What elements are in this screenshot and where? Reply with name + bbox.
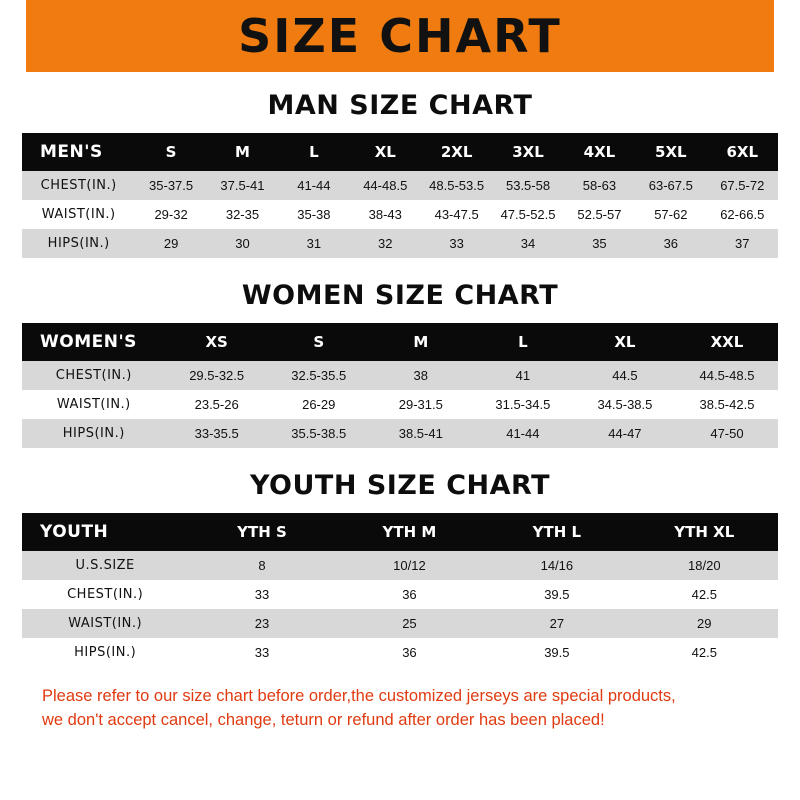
col-header-5xl: 5XL [635, 133, 706, 171]
col-header-2xl: 2XL [421, 133, 492, 171]
table-header-row [22, 323, 778, 361]
youth-size-table [22, 513, 778, 667]
cell: 62-66.5 [707, 200, 778, 229]
section-title-men: MAN SIZE CHART [267, 90, 533, 121]
cell: 41-44 [278, 171, 349, 200]
cell: 42.5 [631, 638, 778, 667]
cell: 37.5-41 [207, 171, 278, 200]
cell: 14/16 [483, 551, 630, 580]
cell: 38-43 [350, 200, 421, 229]
banner-stripe-right [774, 0, 800, 72]
row-label: CHEST(IN.) [22, 361, 166, 390]
cell: 36 [336, 580, 483, 609]
cell: 18/20 [631, 551, 778, 580]
cell: 23 [188, 609, 335, 638]
row-label: CHEST(IN.) [22, 580, 188, 609]
cell: 44.5 [574, 361, 676, 390]
col-header-mens: MEN'S [22, 133, 135, 171]
cell: 26-29 [268, 390, 370, 419]
col-header-xxl: XXL [676, 323, 778, 361]
cell: 47-50 [676, 419, 778, 448]
table-row [22, 390, 778, 419]
table-row [22, 229, 778, 258]
cell: 32.5-35.5 [268, 361, 370, 390]
cell: 48.5-53.5 [421, 171, 492, 200]
row-label: HIPS(IN.) [22, 229, 135, 258]
cell: 32-35 [207, 200, 278, 229]
cell: 41-44 [472, 419, 574, 448]
cell: 10/12 [336, 551, 483, 580]
cell: 25 [336, 609, 483, 638]
cell: 30 [207, 229, 278, 258]
page-title: SIZE CHART [238, 9, 562, 63]
content [0, 90, 800, 733]
table-row [22, 551, 778, 580]
cell: 38.5-42.5 [676, 390, 778, 419]
cell: 36 [635, 229, 706, 258]
cell: 52.5-57 [564, 200, 635, 229]
cell: 57-62 [635, 200, 706, 229]
cell: 29-32 [135, 200, 206, 229]
cell: 33 [188, 638, 335, 667]
cell: 39.5 [483, 638, 630, 667]
cell: 34 [492, 229, 563, 258]
cell: 29.5-32.5 [166, 361, 268, 390]
table-row [22, 580, 778, 609]
col-header-yth-s: YTH S [188, 513, 335, 551]
cell: 41 [472, 361, 574, 390]
cell: 47.5-52.5 [492, 200, 563, 229]
col-header-yth-l: YTH L [483, 513, 630, 551]
cell: 44-47 [574, 419, 676, 448]
row-label: WAIST(IN.) [22, 390, 166, 419]
men-size-table [22, 133, 778, 258]
cell: 43-47.5 [421, 200, 492, 229]
row-label: U.S.SIZE [22, 551, 188, 580]
cell: 38 [370, 361, 472, 390]
col-header-womens: WOMEN'S [22, 323, 166, 361]
col-header-4xl: 4XL [564, 133, 635, 171]
col-header-3xl: 3XL [492, 133, 563, 171]
table-header-row [22, 513, 778, 551]
table-row [22, 609, 778, 638]
cell: 58-63 [564, 171, 635, 200]
row-label: HIPS(IN.) [22, 419, 166, 448]
cell: 38.5-41 [370, 419, 472, 448]
cell: 37 [707, 229, 778, 258]
cell: 35.5-38.5 [268, 419, 370, 448]
table-row [22, 200, 778, 229]
cell: 44.5-48.5 [676, 361, 778, 390]
table-row [22, 638, 778, 667]
cell: 53.5-58 [492, 171, 563, 200]
col-header-xl: XL [574, 323, 676, 361]
cell: 29 [631, 609, 778, 638]
row-label: WAIST(IN.) [22, 609, 188, 638]
col-header-m: M [370, 323, 472, 361]
cell: 44-48.5 [350, 171, 421, 200]
col-header-s: S [135, 133, 206, 171]
cell: 67.5-72 [707, 171, 778, 200]
cell: 35 [564, 229, 635, 258]
col-header-m: M [207, 133, 278, 171]
cell: 29-31.5 [370, 390, 472, 419]
table-row [22, 361, 778, 390]
cell: 42.5 [631, 580, 778, 609]
cell: 31.5-34.5 [472, 390, 574, 419]
row-label: WAIST(IN.) [22, 200, 135, 229]
col-header-6xl: 6XL [707, 133, 778, 171]
cell: 35-37.5 [135, 171, 206, 200]
cell: 36 [336, 638, 483, 667]
cell: 33 [188, 580, 335, 609]
col-header-xl: XL [350, 133, 421, 171]
cell: 63-67.5 [635, 171, 706, 200]
table-header-row [22, 133, 778, 171]
cell: 35-38 [278, 200, 349, 229]
cell: 39.5 [483, 580, 630, 609]
cell: 23.5-26 [166, 390, 268, 419]
cell: 33 [421, 229, 492, 258]
cell: 33-35.5 [166, 419, 268, 448]
col-header-l: L [278, 133, 349, 171]
table-row [22, 419, 778, 448]
cell: 32 [350, 229, 421, 258]
banner-stripe-left [0, 0, 26, 72]
banner [0, 0, 800, 72]
col-header-youth: YOUTH [22, 513, 188, 551]
col-header-yth-xl: YTH XL [631, 513, 778, 551]
footer-note-line-2: we don't accept cancel, change, teturn or refund after order has been placed! [42, 710, 605, 729]
row-label: CHEST(IN.) [22, 171, 135, 200]
cell: 8 [188, 551, 335, 580]
footer-note-line-1: Please refer to our size chart before order,the customized jerseys are special products, [42, 687, 676, 705]
col-header-s: S [268, 323, 370, 361]
section-title-youth: YOUTH SIZE CHART [249, 470, 551, 501]
section-title-women: WOMEN SIZE CHART [241, 280, 559, 311]
cell: 29 [135, 229, 206, 258]
row-label: HIPS(IN.) [22, 638, 188, 667]
col-header-yth-m: YTH M [336, 513, 483, 551]
cell: 31 [278, 229, 349, 258]
table-row [22, 171, 778, 200]
col-header-l: L [472, 323, 574, 361]
col-header-xs: XS [166, 323, 268, 361]
women-size-table [22, 323, 778, 448]
cell: 34.5-38.5 [574, 390, 676, 419]
footer-note [42, 685, 758, 733]
cell: 27 [483, 609, 630, 638]
